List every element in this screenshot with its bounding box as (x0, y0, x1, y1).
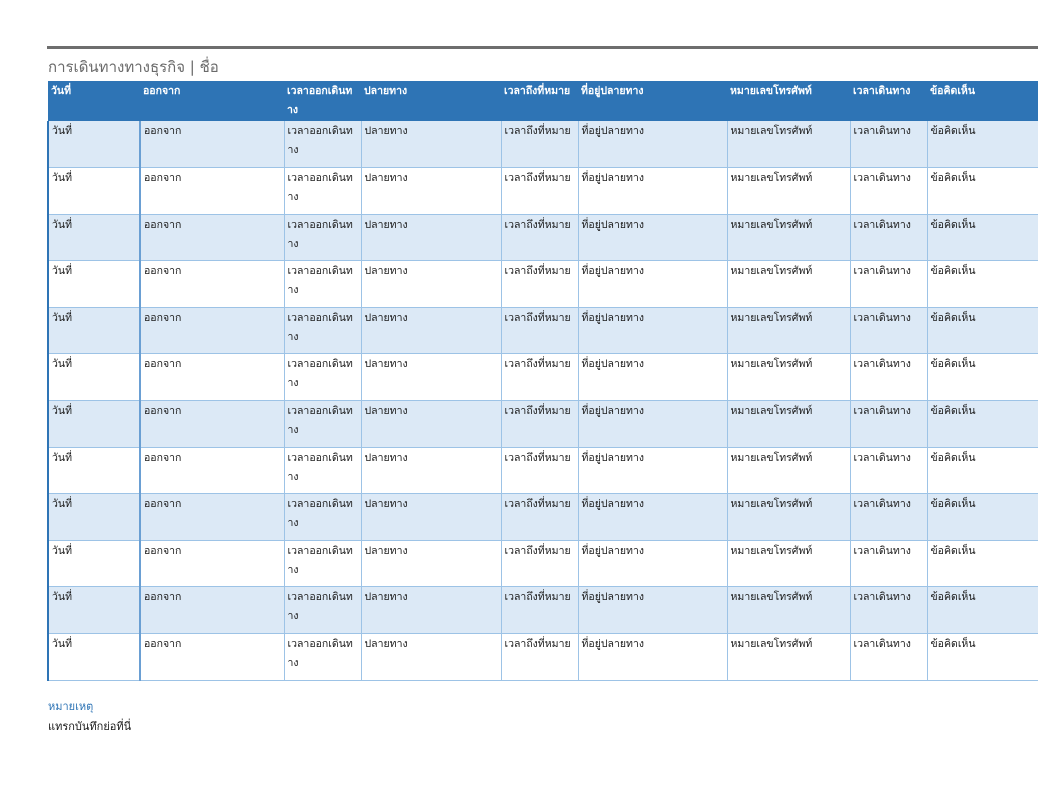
table-cell[interactable]: ข้อคิดเห็น (927, 307, 1038, 354)
table-cell[interactable]: ปลายทาง (361, 587, 501, 634)
table-cell[interactable]: ที่อยู่ปลายทาง (578, 447, 727, 494)
table-cell[interactable]: ข้อคิดเห็น (927, 214, 1038, 261)
table-cell[interactable]: หมายเลขโทรศัพท์ (727, 540, 850, 587)
table-cell[interactable]: เวลาออกเดินทาง (284, 121, 361, 168)
table-row (48, 168, 1038, 215)
table-cell[interactable]: ออกจาก (140, 447, 284, 494)
table-cell[interactable]: ปลายทาง (361, 168, 501, 215)
table-cell[interactable]: ปลายทาง (361, 401, 501, 448)
table-row (48, 401, 1038, 448)
table-cell[interactable]: เวลาออกเดินทาง (284, 587, 361, 634)
table-cell[interactable]: เวลาออกเดินทาง (284, 401, 361, 448)
table-cell[interactable]: ข้อคิดเห็น (927, 121, 1038, 168)
column-header[interactable]: ปลายทาง (361, 81, 501, 121)
table-cell[interactable]: ที่อยู่ปลายทาง (578, 168, 727, 215)
table-cell[interactable]: เวลาถึงที่หมาย (501, 587, 578, 634)
table-cell[interactable]: เวลาเดินทาง (850, 494, 927, 541)
table-cell[interactable]: หมายเลขโทรศัพท์ (727, 494, 850, 541)
table-cell[interactable]: วันที่ (48, 494, 140, 541)
table-cell[interactable]: ข้อคิดเห็น (927, 447, 1038, 494)
table-row (48, 261, 1038, 308)
table-cell[interactable]: วันที่ (48, 168, 140, 215)
table-cell[interactable]: เวลาออกเดินทาง (284, 540, 361, 587)
table-cell[interactable]: เวลาเดินทาง (850, 354, 927, 401)
table-row (48, 447, 1038, 494)
table-cell[interactable]: ที่อยู่ปลายทาง (578, 587, 727, 634)
table-cell[interactable]: ออกจาก (140, 494, 284, 541)
table-cell[interactable]: หมายเลขโทรศัพท์ (727, 307, 850, 354)
table-cell[interactable]: ที่อยู่ปลายทาง (578, 121, 727, 168)
column-header[interactable]: เวลาเดินทาง (850, 81, 927, 121)
table-cell[interactable]: ออกจาก (140, 354, 284, 401)
table-cell[interactable]: วันที่ (48, 214, 140, 261)
table-cell[interactable]: เวลาเดินทาง (850, 261, 927, 308)
table-cell[interactable]: เวลาออกเดินทาง (284, 307, 361, 354)
table-cell[interactable]: ข้อคิดเห็น (927, 168, 1038, 215)
table-cell[interactable]: ปลายทาง (361, 447, 501, 494)
table-cell[interactable]: ออกจาก (140, 587, 284, 634)
table-cell[interactable]: วันที่ (48, 634, 140, 681)
table-cell[interactable]: ข้อคิดเห็น (927, 401, 1038, 448)
table-cell[interactable]: ข้อคิดเห็น (927, 540, 1038, 587)
table-cell[interactable]: ข้อคิดเห็น (927, 634, 1038, 681)
column-header[interactable]: วันที่ (48, 81, 140, 121)
table-cell[interactable]: เวลาถึงที่หมาย (501, 168, 578, 215)
table-cell[interactable]: ออกจาก (140, 401, 284, 448)
table-cell[interactable]: เวลาถึงที่หมาย (501, 634, 578, 681)
table-cell[interactable]: เวลาออกเดินทาง (284, 447, 361, 494)
table-cell[interactable]: ปลายทาง (361, 307, 501, 354)
table-cell[interactable]: เวลาออกเดินทาง (284, 634, 361, 681)
table-cell[interactable]: ปลายทาง (361, 354, 501, 401)
table-row (48, 307, 1038, 354)
document-title[interactable]: การเดินทางทางธุรกิจ | ชื่อ (48, 58, 219, 76)
document-page (47, 46, 1038, 737)
table-cell[interactable]: ที่อยู่ปลายทาง (578, 401, 727, 448)
table-cell[interactable]: หมายเลขโทรศัพท์ (727, 168, 850, 215)
table-cell[interactable]: เวลาถึงที่หมาย (501, 540, 578, 587)
table-cell[interactable]: ที่อยู่ปลายทาง (578, 494, 727, 541)
table-cell[interactable]: ที่อยู่ปลายทาง (578, 634, 727, 681)
table-cell[interactable]: หมายเลขโทรศัพท์ (727, 634, 850, 681)
notes-heading[interactable]: หมายเหตุ (48, 699, 94, 713)
table-cell[interactable]: ที่อยู่ปลายทาง (578, 214, 727, 261)
table-cell[interactable]: ปลายทาง (361, 494, 501, 541)
table-cell[interactable]: เวลาเดินทาง (850, 634, 927, 681)
table-cell[interactable]: เวลาเดินทาง (850, 401, 927, 448)
table-cell[interactable]: วันที่ (48, 401, 140, 448)
table-cell[interactable]: เวลาเดินทาง (850, 540, 927, 587)
table-cell[interactable]: วันที่ (48, 354, 140, 401)
notes-body[interactable]: แทรกบันทึกย่อที่นี่ (48, 719, 132, 733)
table-cell[interactable]: หมายเลขโทรศัพท์ (727, 214, 850, 261)
table-cell[interactable]: ที่อยู่ปลายทาง (578, 354, 727, 401)
table-cell[interactable]: เวลาถึงที่หมาย (501, 121, 578, 168)
table-cell[interactable]: วันที่ (48, 587, 140, 634)
table-cell[interactable]: ปลายทาง (361, 540, 501, 587)
table-cell[interactable]: ข้อคิดเห็น (927, 494, 1038, 541)
notes-section (47, 697, 1038, 737)
table-cell[interactable]: ออกจาก (140, 214, 284, 261)
table-cell[interactable]: เวลาถึงที่หมาย (501, 494, 578, 541)
table-cell[interactable]: ที่อยู่ปลายทาง (578, 261, 727, 308)
table-cell[interactable]: ออกจาก (140, 634, 284, 681)
table-row (48, 214, 1038, 261)
table-cell[interactable]: เวลาถึงที่หมาย (501, 401, 578, 448)
column-header[interactable]: ออกจาก (140, 81, 284, 121)
table-row (48, 354, 1038, 401)
table-cell[interactable]: หมายเลขโทรศัพท์ (727, 587, 850, 634)
column-header[interactable]: ที่อยู่ปลายทาง (578, 81, 727, 121)
table-cell[interactable]: เวลาถึงที่หมาย (501, 307, 578, 354)
table-cell[interactable]: เวลาเดินทาง (850, 447, 927, 494)
table-cell[interactable]: เวลาถึงที่หมาย (501, 214, 578, 261)
table-cell[interactable]: วันที่ (48, 261, 140, 308)
table-row (48, 587, 1038, 634)
table-cell[interactable]: เวลาออกเดินทาง (284, 354, 361, 401)
table-cell[interactable]: ปลายทาง (361, 261, 501, 308)
table-cell[interactable]: ปลายทาง (361, 121, 501, 168)
table-cell[interactable]: เวลาเดินทาง (850, 307, 927, 354)
table-row (48, 634, 1038, 681)
table-cell[interactable]: หมายเลขโทรศัพท์ (727, 261, 850, 308)
table-cell[interactable]: ออกจาก (140, 307, 284, 354)
table-row (48, 121, 1038, 168)
table-cell[interactable]: ข้อคิดเห็น (927, 354, 1038, 401)
table-cell[interactable]: วันที่ (48, 307, 140, 354)
table-cell[interactable]: ข้อคิดเห็น (927, 587, 1038, 634)
table-cell[interactable]: หมายเลขโทรศัพท์ (727, 401, 850, 448)
table-cell[interactable]: หมายเลขโทรศัพท์ (727, 354, 850, 401)
table-cell[interactable]: เวลาถึงที่หมาย (501, 447, 578, 494)
table-cell[interactable]: วันที่ (48, 447, 140, 494)
table-row (48, 494, 1038, 541)
table-cell[interactable]: วันที่ (48, 121, 140, 168)
table-cell[interactable]: ที่อยู่ปลายทาง (578, 540, 727, 587)
table-cell[interactable]: เวลาเดินทาง (850, 121, 927, 168)
table-cell[interactable]: เวลาเดินทาง (850, 168, 927, 215)
table-cell[interactable]: ออกจาก (140, 540, 284, 587)
table-cell[interactable]: เวลาเดินทาง (850, 587, 927, 634)
table-cell[interactable]: วันที่ (48, 540, 140, 587)
table-cell[interactable]: ปลายทาง (361, 634, 501, 681)
travel-log-table (47, 81, 1038, 681)
table-cell[interactable]: เวลาออกเดินทาง (284, 261, 361, 308)
table-cell[interactable]: เวลาถึงที่หมาย (501, 354, 578, 401)
table-cell[interactable]: ที่อยู่ปลายทาง (578, 307, 727, 354)
table-cell[interactable]: ออกจาก (140, 121, 284, 168)
table-cell[interactable]: ข้อคิดเห็น (927, 261, 1038, 308)
column-header[interactable]: ข้อคิดเห็น (927, 81, 1038, 121)
table-cell[interactable]: เวลาออกเดินทาง (284, 168, 361, 215)
column-header[interactable]: หมายเลขโทรศัพท์ (727, 81, 850, 121)
table-cell[interactable]: ออกจาก (140, 168, 284, 215)
column-header[interactable]: เวลาออกเดินทาง (284, 81, 361, 121)
table-cell[interactable]: เวลาออกเดินทาง (284, 214, 361, 261)
table-cell[interactable]: ออกจาก (140, 261, 284, 308)
table-cell[interactable]: ปลายทาง (361, 214, 501, 261)
table-cell[interactable]: หมายเลขโทรศัพท์ (727, 447, 850, 494)
table-cell[interactable]: เวลาถึงที่หมาย (501, 261, 578, 308)
table-cell[interactable]: เวลาออกเดินทาง (284, 494, 361, 541)
table-header-row (48, 81, 1038, 121)
table-cell[interactable]: หมายเลขโทรศัพท์ (727, 121, 850, 168)
table-cell[interactable]: เวลาเดินทาง (850, 214, 927, 261)
column-header[interactable]: เวลาถึงที่หมาย (501, 81, 578, 121)
table-row (48, 540, 1038, 587)
